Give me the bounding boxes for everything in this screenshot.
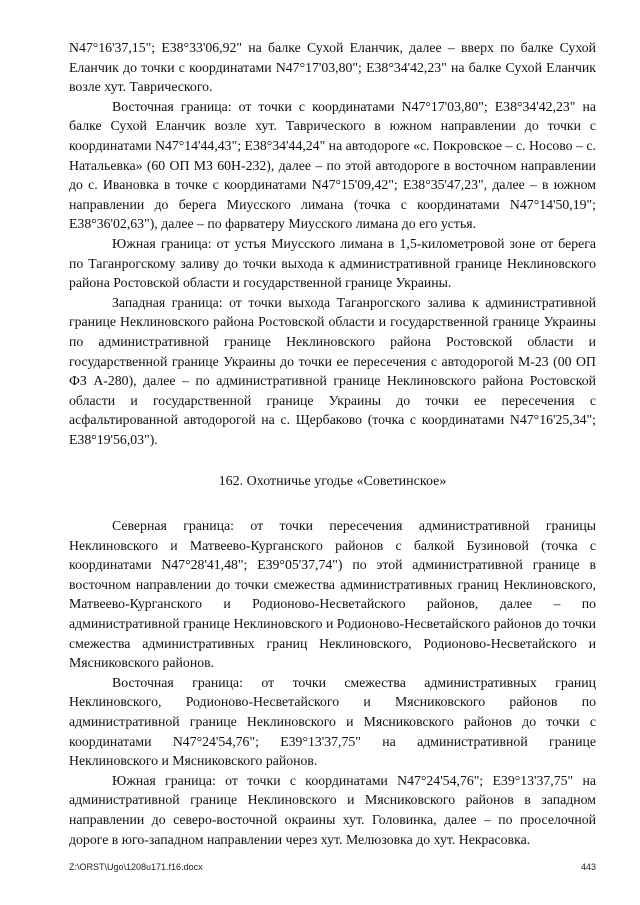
footer-file-path: Z:\ORST\Ugo\1208u171.f16.docx bbox=[69, 862, 203, 872]
paragraph-south-border: Южная граница: от устья Миусского лимана в 1,5-километровой зоне от берега по Таганрогскому заливу до точки выхода к административной границе Неклиновского района Ростовской области и государственной границе Украины. bbox=[69, 235, 596, 291]
paragraph-west-border: Западная граница: от точки выхода Таганрогского залива к административной границе Неклиновского района Ростовской области и государственной границе Украины по административной границе Неклиновского района Ростовской области и государственной границе Украины до точки ее пересечения с автодорогой М-23 (00 ОП ФЗ А-280), далее – по административной границе Неклиновского района Ростовской области и государственной границе Украины до точки ее пересечения с асфальтированной автодорогой на с. Щербаково (точка с координатами N47°16'25,34"; E38°19'56,03"). bbox=[69, 294, 596, 447]
paragraph-sovetinskoe-south-border: Южная граница: от точки с координатами N47°24'54,76"; E39°13'37,75" на административной границе Неклиновского и Мясниковского районов в западном направлении до северо-восточной окраины хут. Головинка, далее – по проселочной дороге в юго-западном направлении через хут. Мелюзовка до хут. Некрасовка. bbox=[69, 772, 596, 847]
paragraph-sovetinskoe-north-border: Северная граница: от точки пересечения административной границы Неклиновского и Матвеево-Курганского районов с балкой Бузиновой (точка с координатами N47°28'41,48"; E39°05'37,74") по этой административной границе в восточном направлении до точки смежества административных границ Неклиновского, Матвеево-Курганского и Родионово-Несветайского районов, далее – по административной границе Неклиновского и Родионово-Несветайского районов до точки смежества административных границ Неклиновского, Родионово-Несветайского и Мясниковского районов. bbox=[69, 518, 596, 671]
document-body bbox=[69, 38, 596, 849]
paragraph-sovetinskoe-east-border: Восточная граница: от точки смежества административных границ Неклиновского, Родионово-Несветайского и Мясниковского районов по административной границе Неклиновского и Мясниковского районов до точки с координатами N47°24'54,76"; E39°13'37,75" на административной границе Неклиновского и Мясниковского районов. bbox=[69, 674, 596, 769]
page-number: 443 bbox=[580, 862, 596, 872]
paragraph-north-border-end: N47°16'37,15"; E38°33'06,92" на балке Сухой Еланчик, далее – вверх по балке Сухой Еланчик до точки с координатами N47°17'03,80"; E38°34'42,23" на балке Сухой Еланчик возле хут. Таврического. bbox=[69, 40, 596, 95]
paragraph-east-border: Восточная граница: от точки с координатами N47°17'03,80"; E38°34'42,23" на балке Сухой Еланчик возле хут. Таврического в южном направлении до точки с координатами N47°14'44,43"; E38°34'44,24" на автодороге «с. Покровское – с. Носово – с. Натальевка» (60 ОП МЗ 60Н-232), далее – по этой автодороге в восточном направлении до с. Ивановка в точке с координатами N47°15'09,42"; E38°35'47,23", далее – в южном направлении до берега Миусского лимана (точка с координатами N47°14'50,19"; E38°36'02,63"), далее – по фарватеру Миусского лимана до его устья. bbox=[69, 98, 596, 232]
section-heading: 162. Охотничье угодье «Советинское» bbox=[218, 474, 447, 490]
